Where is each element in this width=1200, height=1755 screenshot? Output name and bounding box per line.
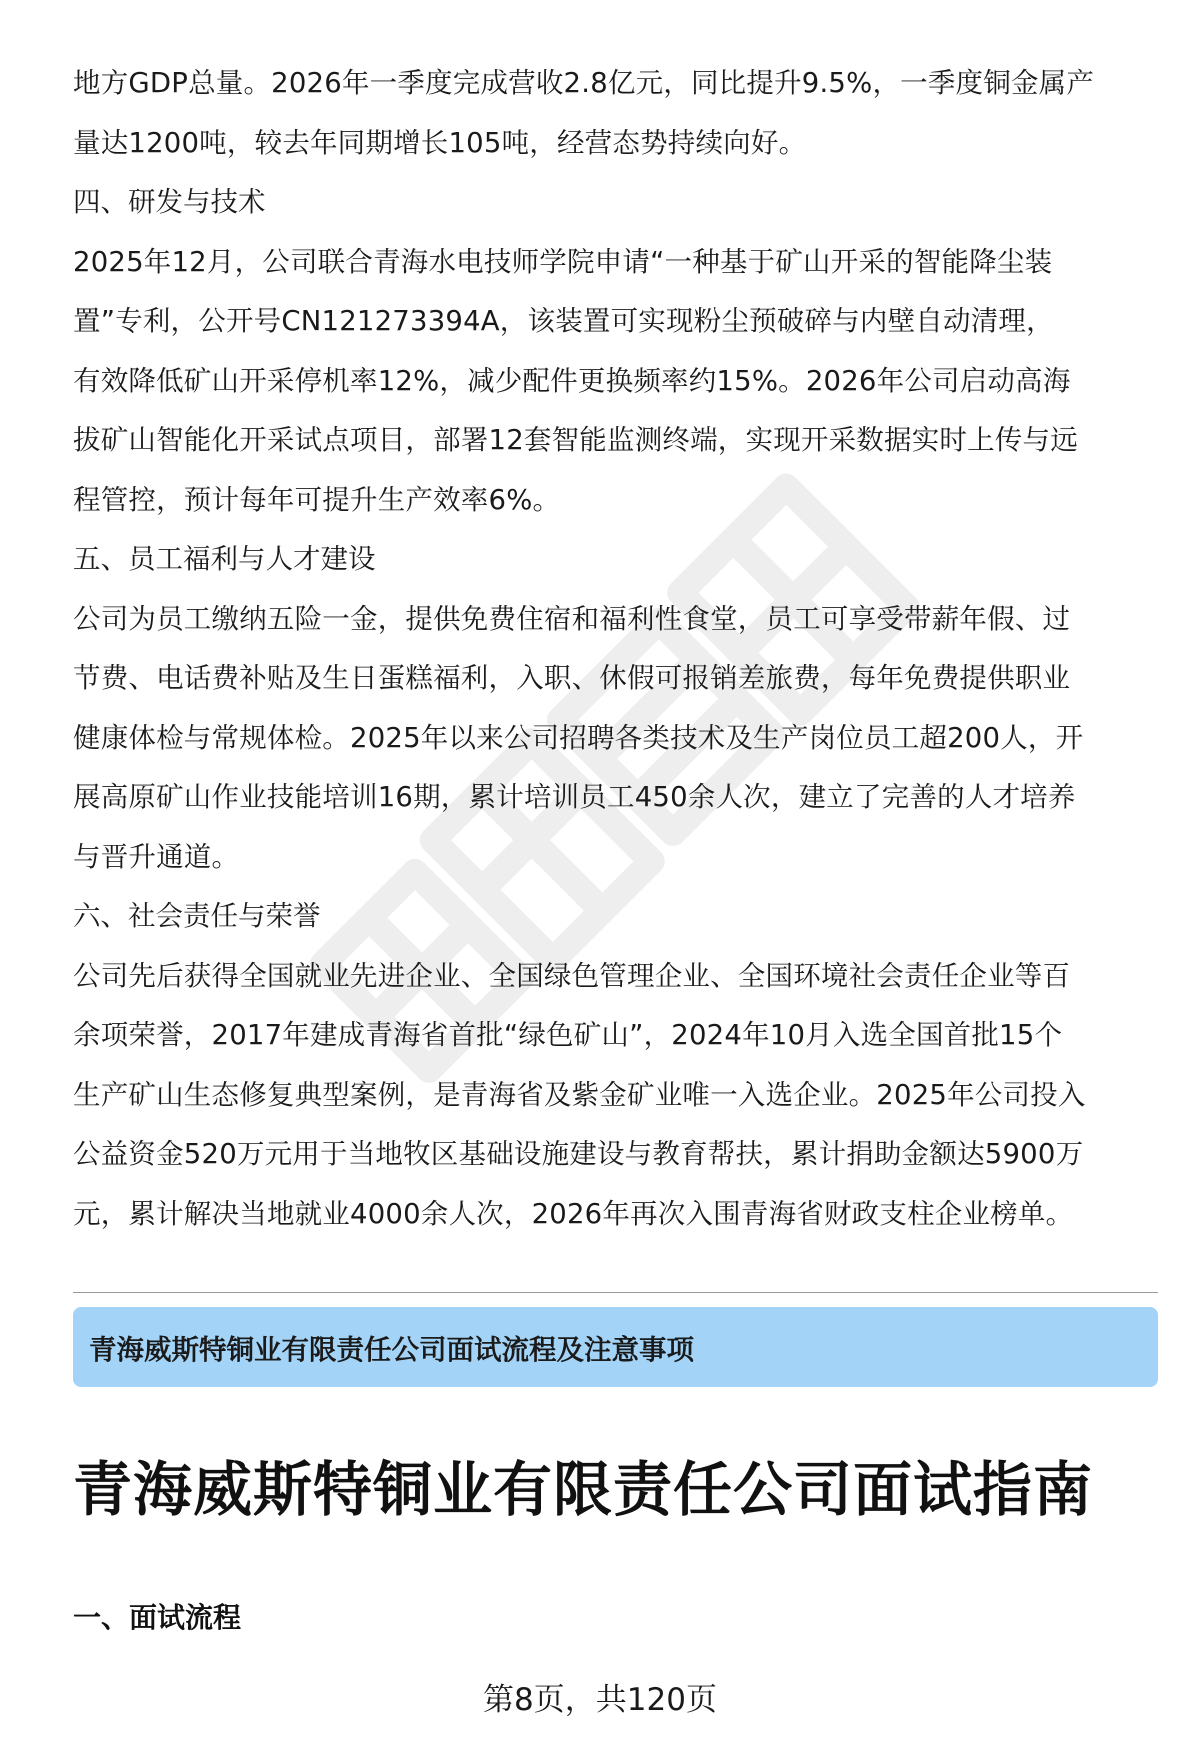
section-divider (73, 1292, 1158, 1293)
paragraph-line: 置”专利，公开号CN121273394A，该装置可实现粉尘预破碎与内壁自动清理， (73, 305, 1054, 337)
paragraph-line: 元，累计解决当地就业4000余人次，2026年再次入围青海省财政支柱企业榜单。 (73, 1197, 1074, 1230)
paragraph-line: 健康体检与常规体检。2025年以来公司招聘各类技术及生产岗位员工超200人，开 (73, 721, 1084, 754)
document-body (73, 54, 1158, 1244)
paragraph-line: 拔矿山智能化开采试点项目，部署12套智能监测终端，实现开采数据实时上传与远 (73, 424, 1078, 456)
paragraph-line: 有效降低矿山开采停机率12%，减少配件更换频率约15%。2026年公司启动高海 (73, 364, 1071, 397)
paragraph-line: 地方GDP总量。2026年一季度完成营收2.8亿元，同比提升9.5%，一季度铜金属产 (73, 67, 1095, 99)
section-heading-interview-process: 一、面试流程 (73, 1601, 242, 1634)
banner-title: 青海威斯特铜业有限责任公司面试流程及注意事项 (89, 1334, 694, 1366)
paragraph-line: 余项荣誉，2017年建成青海省首批“绿色矿山”，2024年10月入选全国首批15个 (73, 1019, 1063, 1051)
paragraph-line: 量达1200吨，较去年同期增长105吨，经营态势持续向好。 (73, 126, 807, 159)
paragraph-line: 公司先后获得全国就业先进企业、全国绿色管理企业、全国环境社会责任企业等百 (73, 959, 1071, 992)
paragraph-line: 与晋升通道。 (73, 840, 240, 873)
section-banner (73, 1307, 1158, 1387)
page-number: 第8页，共120页 (483, 1682, 717, 1718)
paragraph-line: 节费、电话费补贴及生日蛋糕福利，入职、休假可报销差旅费，每年免费提供职业 (73, 662, 1071, 694)
section-heading: 四、研发与技术 (73, 186, 266, 218)
paragraph-line: 2025年12月，公司联合青海水电技师学院申请“一种基于矿山开采的智能降尘装 (73, 245, 1053, 278)
section-heading: 五、员工福利与人才建设 (73, 543, 376, 575)
paragraph-line: 展高原矿山作业技能培训16期，累计培训员工450余人次，建立了完善的人才培养 (73, 781, 1076, 813)
paragraph-line: 生产矿山生态修复典型案例，是青海省及紫金矿业唯一入选企业。2025年公司投入 (73, 1078, 1086, 1111)
paragraph-line: 程管控，预计每年可提升生产效率6%。 (73, 483, 561, 516)
paragraph-line: 公司为员工缴纳五险一金，提供免费住宿和福利性食堂，员工可享受带薪年假、过 (73, 602, 1071, 635)
paragraph-line: 公益资金520万元用于当地牧区基础设施建设与教育帮扶，累计捐助金额达5900万 (73, 1138, 1084, 1170)
page-title: 青海威斯特铜业有限责任公司面试指南 (73, 1455, 1094, 1524)
section-heading: 六、社会责任与荣誉 (73, 900, 321, 932)
